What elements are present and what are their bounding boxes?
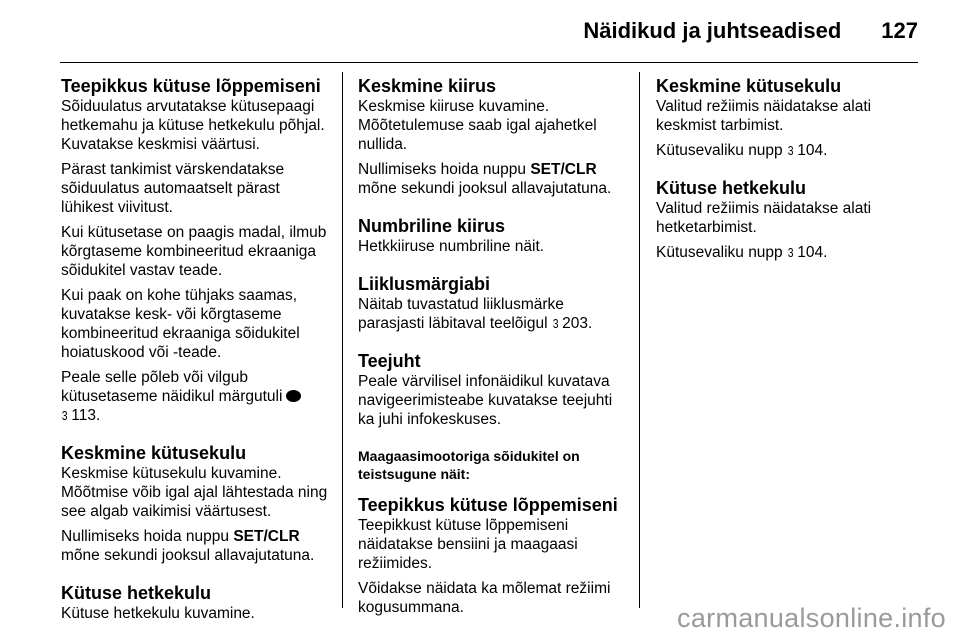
paragraph-text: Näitab tuvastatud liiklusmärke parasjasti läbitaval teelõigul — [358, 296, 564, 332]
section-heading: Numbriline kiirus — [358, 216, 506, 236]
page-reference-icon: 3 — [787, 245, 794, 260]
section-navigation — [358, 351, 630, 429]
section-traffic-sign-assistant — [358, 274, 630, 333]
paragraph-text: Nullimiseks hoida nuppu — [358, 161, 531, 178]
paragraph: Valitud režiimis näidatakse alati keskmist tarbimist. — [656, 98, 872, 134]
paragraph: Kütuse hetkekulu kuvamine. — [61, 605, 255, 622]
section-heading: Teejuht — [358, 351, 421, 371]
paragraph — [358, 160, 630, 198]
paragraph: Keskmise kiiruse kuvamine. Mõõtetulemuse saab igal ajahetkel nullida. — [358, 98, 597, 153]
section-heading: Keskmine kiirus — [358, 76, 497, 96]
section-instant-consumption — [61, 583, 333, 623]
paragraph — [656, 243, 928, 262]
paragraph — [656, 141, 928, 160]
section-average-consumption — [61, 443, 333, 565]
paragraph-text: Peale selle põleb või vilgub kütusetaseme näidikul märgutuli — [61, 369, 283, 405]
paragraph — [61, 368, 333, 425]
section-heading: Kütuse hetkekulu — [61, 583, 212, 603]
paragraph: Sõiduulatus arvutatakse kütusepaagi hetkemahu ja kütuse hetkekulu põhjal. Kuvatakse keskmisi väärtusi. — [61, 98, 325, 153]
section-heading: Keskmine kütusekulu — [656, 76, 842, 96]
watermark: carmanualsonline.info — [677, 603, 946, 633]
paragraph: Võidakse näidata ka mõlemat režiimi kogusummana. — [358, 580, 611, 616]
page-number: 127 — [881, 18, 918, 43]
section-heading: Kütuse hetkekulu — [656, 178, 807, 198]
page-title: Näidikud ja juhtseadised — [583, 18, 842, 43]
section-heading: Keskmine kütusekulu — [61, 443, 247, 463]
button-name: SET/CLR — [233, 528, 300, 545]
paragraph — [358, 295, 630, 333]
section-heading: Liiklusmärgiabi — [358, 274, 491, 294]
page-reference-icon: 3 — [787, 143, 794, 158]
page-reference[interactable]: 203. — [562, 315, 593, 332]
page-reference[interactable]: 104. — [797, 142, 828, 159]
paragraph-text: mõne sekundi jooksul allavajutatuna. — [358, 180, 612, 197]
paragraph: Pärast tankimist värskendatakse sõiduulatus automaatselt pärast lühikest viivitust. — [61, 161, 285, 216]
paragraph-text: Nullimiseks hoida nuppu — [61, 528, 234, 545]
section-range-cng — [358, 495, 630, 617]
paragraph-text: mõne sekundi jooksul allavajutatuna. — [61, 547, 315, 564]
fuel-warning-lamp-icon — [286, 390, 301, 402]
column-divider — [342, 72, 343, 608]
paragraph: Hetkkiiruse numbriline näit. — [358, 238, 545, 255]
paragraph-text: Kütusevaliku nupp — [656, 244, 783, 261]
section-average-consumption-cng — [656, 76, 928, 160]
section-range — [61, 76, 333, 425]
paragraph: Keskmise kütusekulu kuvamine. Mõõtmise võib igal ajal lähtestada ning see algab vaikimisi väärtusest. — [61, 465, 328, 520]
paragraph — [61, 527, 333, 565]
page-reference-icon: 3 — [552, 316, 559, 331]
section-digital-speed — [358, 216, 630, 256]
paragraph: Peale värvilisel infonäidikul kuvatava navigeerimisteabe kuvatakse teejuhti ka juhi infokeskuses. — [358, 373, 613, 428]
paragraph-text: Kütusevaliku nupp — [656, 142, 783, 159]
column-middle — [358, 76, 630, 635]
page-reference[interactable]: 104. — [797, 244, 828, 261]
button-name: SET/CLR — [530, 161, 597, 178]
page-reference[interactable]: 113. — [71, 407, 101, 424]
page-reference-icon: 3 — [61, 408, 68, 423]
section-heading: Teepikkus kütuse lõppemiseni — [358, 495, 618, 515]
paragraph: Valitud režiimis näidatakse alati hetketarbimist. — [656, 200, 872, 236]
section-heading: Teepikkus kütuse lõppemiseni — [61, 76, 321, 96]
header-divider — [60, 62, 918, 63]
paragraph: Kui paak on kohe tühjaks saamas, kuvatakse kesk- või kõrgtaseme kombineeritud ekraaniga sõidukitel hoiatuskood või -teade. — [61, 287, 300, 361]
column-divider — [639, 72, 640, 608]
paragraph: Teepikkust kütuse lõppemiseni näidatakse bensiini ja maagaasi režiimides. — [358, 517, 578, 572]
section-instant-consumption-cng — [656, 178, 928, 262]
subheading: Maagaasimootoriga sõidukitel on teistsugune näit: — [358, 448, 580, 482]
column-left — [61, 76, 333, 641]
page-header — [583, 18, 918, 44]
paragraph: Kui kütusetase on paagis madal, ilmub kõrgtaseme kombineeritud ekraaniga sõidukitel vastav teade. — [61, 224, 327, 279]
column-right — [656, 76, 928, 280]
section-average-speed — [358, 76, 630, 198]
